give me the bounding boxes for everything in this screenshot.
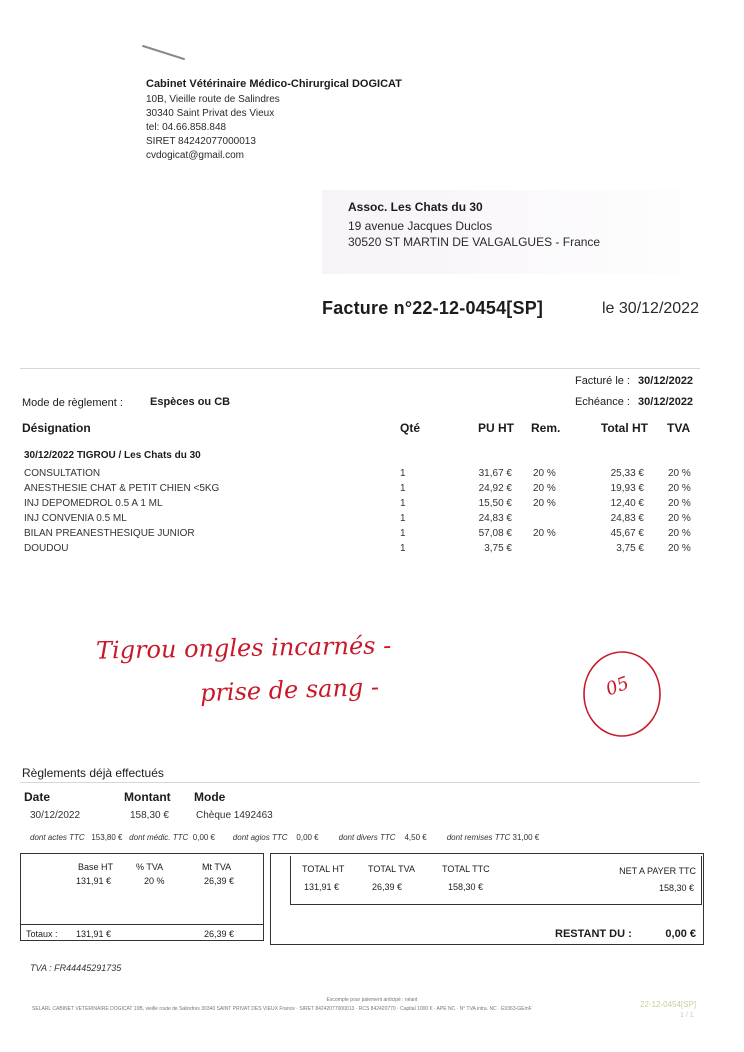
handwritten-note-line2: prise de sang - [199,672,380,708]
payment-mode-value: Espèces ou CB [150,396,231,408]
actes-value: 153,80 € [91,833,123,842]
line-qty: 1 [400,527,406,539]
total-vat-value: 26,39 € [372,882,403,892]
payments-header-amount: Montant [124,790,171,804]
line-unit-price: 24,83 € [478,512,512,524]
recipient-address-line2: 30520 ST MARTIN DE VALGALGUES - France [348,235,601,249]
net-to-pay-value: 158,30 € [658,883,694,893]
line-qty: 1 [400,497,406,509]
vat-totals-divider [20,924,264,925]
payments-title: Règlements déjà effectués [22,766,164,780]
payment-mode-label: Mode de règlement : [22,397,123,409]
clinic-address-line2: 30340 Saint Privat des Vieux [146,108,275,119]
line-unit-price: 24,92 € [478,482,512,494]
vat-pct-value: 20 % [144,876,165,886]
total-ht-label: TOTAL HT [302,864,345,874]
vat-amount-value: 26,39 € [204,876,235,886]
vat-totals-label: Totaux : [26,929,58,939]
vat-totals-base: 131,91 € [76,929,112,939]
invoiced-on-label: Facturé le : [574,375,630,387]
line-vat: 20 % [668,468,691,479]
vat-totals-amount: 26,39 € [204,929,235,939]
clinic-address-line1: 10B, Vieille route de Salindres [146,94,280,105]
footer-invoice-ref: 22-12-0454[SP] [640,1000,697,1009]
line-qty: 1 [400,468,406,479]
due-date-value: 30/12/2022 [638,396,694,408]
line-unit-price: 3,75 € [484,542,512,554]
line-designation: ANESTHESIE CHAT & PETIT CHIEN <5KG [24,482,220,494]
divers-value: 4,50 € [404,833,427,842]
col-header-unit-price: PU HT [478,421,514,435]
footer-legal-line: SELARL CABINET VETERINAIRE DOGICAT 10B, vieille route de Salindres 30340 SAINT PRIVAT DES VIEUX France · SIRET 84242077000013 · RCS 842420770 · Capital 1000 € · APE NC · N° TVA intra. NC · E0363-GEmF [32,1006,532,1012]
payment-amount: 158,30 € [130,810,169,821]
payment-date: 30/12/2022 [30,810,81,821]
line-designation: INJ DEPOMEDROL 0.5 A 1 ML [24,497,163,509]
line-vat: 20 % [668,542,691,554]
line-qty: 1 [400,482,406,494]
line-discount: 20 % [533,468,556,479]
totals-inner-box [290,856,702,905]
invoice-date: le 30/12/2022 [602,300,699,317]
line-total-ht: 19,93 € [610,482,644,494]
payment-mode: Chèque 1492463 [196,810,273,821]
total-ttc-label: TOTAL TTC [442,864,490,874]
medic-label: dont médic. TTC [129,833,189,842]
col-header-discount: Rem. [531,421,561,435]
vat-header-pct: % TVA [136,862,164,872]
clinic-name: Cabinet Vétérinaire Médico-Chirurgical DOGICAT [146,78,402,90]
total-ht-value: 131,91 € [304,882,340,892]
line-discount: 20 % [533,497,556,509]
balance-due-label: RESTANT DU : [555,928,632,940]
line-total-ht: 45,67 € [610,527,644,539]
handwritten-note-line1: Tigrou ongles incarnés - [95,631,392,665]
line-qty: 1 [400,542,406,554]
vat-base-value: 131,91 € [76,876,112,886]
vat-number: TVA : FR44445291735 [30,963,122,973]
due-date-label: Echéance : [574,396,630,408]
line-vat: 20 % [668,512,691,524]
line-group-title: 30/12/2022 TIGROU / Les Chats du 30 [24,450,201,461]
line-vat: 20 % [668,527,691,539]
col-header-vat: TVA [667,421,691,435]
col-header-qty: Qté [400,421,421,435]
handwritten-circle-text: 05 [603,672,632,701]
line-unit-price: 31,67 € [478,468,512,479]
line-total-ht: 3,75 € [616,542,644,554]
vat-header-base: Base HT [78,862,114,872]
line-qty: 1 [400,512,406,524]
invoiced-on-value: 30/12/2022 [638,375,694,387]
col-header-total-ht: Total HT [600,421,648,435]
agios-value: 0,00 € [296,833,319,842]
line-vat: 20 % [668,482,691,494]
line-designation: DOUDOU [24,542,69,554]
payments-header-date: Date [24,790,51,804]
remises-label: dont remises TTC [446,833,511,842]
payments-breakdown [30,833,539,842]
line-total-ht: 12,40 € [610,497,644,509]
medic-value: 0,00 € [192,833,216,842]
line-designation: CONSULTATION [24,468,101,479]
footer-discount-note: Escompte pour paiement anticipé : néant [326,997,418,1003]
recipient-name: Assoc. Les Chats du 30 [348,200,483,214]
invoice-title: Facture n°22-12-0454[SP] [322,298,544,318]
vat-header-amount: Mt TVA [202,862,232,872]
col-header-designation: Désignation [22,421,91,435]
clinic-email: cvdogicat@gmail.com [146,150,244,161]
line-vat: 20 % [668,497,691,509]
remises-value: 31,00 € [512,833,540,842]
payments-divider [20,782,700,783]
line-discount: 20 % [533,527,556,539]
total-ttc-value: 158,30 € [448,882,484,892]
clinic-siret: SIRET 84242077000013 [146,136,256,147]
balance-due-value: 0,00 € [665,928,696,940]
payments-header-mode: Mode [194,790,226,804]
line-designation: BILAN PREANESTHESIQUE JUNIOR [24,527,195,539]
net-to-pay-label: NET A PAYER TTC [619,866,696,876]
divers-label: dont divers TTC [338,833,396,842]
header-divider [20,368,700,369]
line-discount: 20 % [533,482,556,494]
line-total-ht: 25,33 € [610,468,644,479]
clinic-phone: tel: 04.66.858.848 [146,122,227,133]
line-unit-price: 57,08 € [478,527,512,539]
line-total-ht: 24,83 € [610,512,644,524]
agios-label: dont agios TTC [232,833,288,842]
actes-label: dont actes TTC [30,833,85,842]
total-vat-label: TOTAL TVA [368,864,416,874]
footer-page-number: 1 / 1 [680,1012,694,1019]
pen-scribble-mark [140,44,190,64]
line-unit-price: 15,50 € [478,497,512,509]
recipient-address-line1: 19 avenue Jacques Duclos [348,219,493,233]
line-designation: INJ CONVENIA 0.5 ML [24,512,127,524]
